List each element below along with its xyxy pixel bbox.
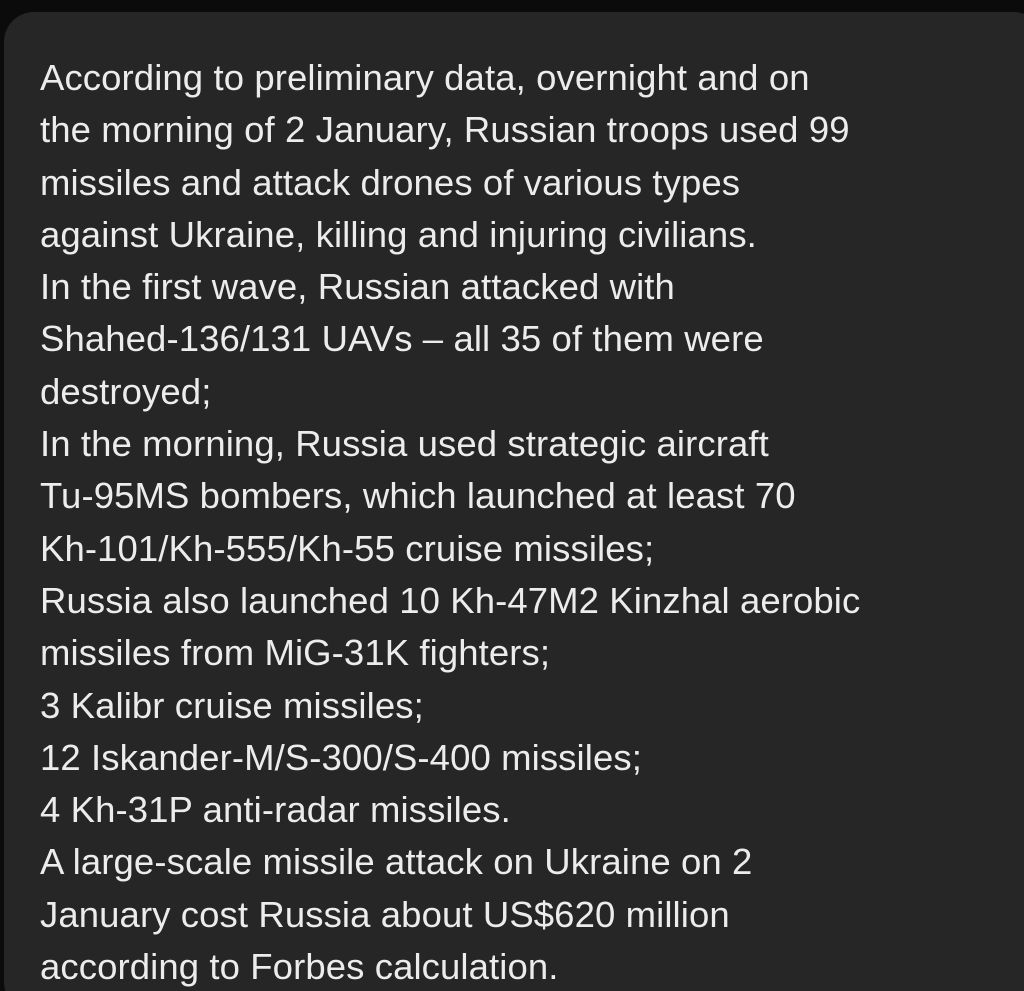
message-line: destroyed; <box>40 370 212 412</box>
message-line: Kh-101/Kh-555/Kh-55 cruise missiles; <box>40 527 655 569</box>
message-line: A large-scale missile attack on Ukraine on 2 <box>40 841 753 883</box>
message-line: According to preliminary data, overnight and on <box>40 57 810 98</box>
message-line: Shahed-136/131 UAVs – all 35 of them were <box>40 318 764 360</box>
message-line: against Ukraine, killing and injuring civilians. <box>40 213 757 255</box>
message-line: 3 Kalibr cruise missiles; <box>40 684 424 726</box>
message-line: Tu-95MS bombers, which launched at least 70 <box>40 475 796 517</box>
message-line: 12 Iskander-M/S-300/S-400 missiles; <box>40 736 642 778</box>
message-bubble[interactable] <box>4 12 1024 991</box>
message-line: missiles from MiG-31K fighters; <box>40 632 551 674</box>
message-line: In the morning, Russia used strategic aircraft <box>40 423 769 465</box>
message-line: January cost Russia about US$620 million <box>40 893 730 935</box>
message-line: according to Forbes calculation. <box>40 946 559 988</box>
message-line: In the first wave, Russian attacked with <box>40 266 675 308</box>
message-line: missiles and attack drones of various types <box>40 161 741 203</box>
message-line: Russia also launched 10 Kh-47M2 Kinzhal aerobic <box>40 579 861 621</box>
message-line: 4 Kh-31P anti-radar missiles. <box>40 789 511 831</box>
message-text <box>40 52 1024 991</box>
message-line: the morning of 2 January, Russian troops used 99 <box>40 109 850 151</box>
